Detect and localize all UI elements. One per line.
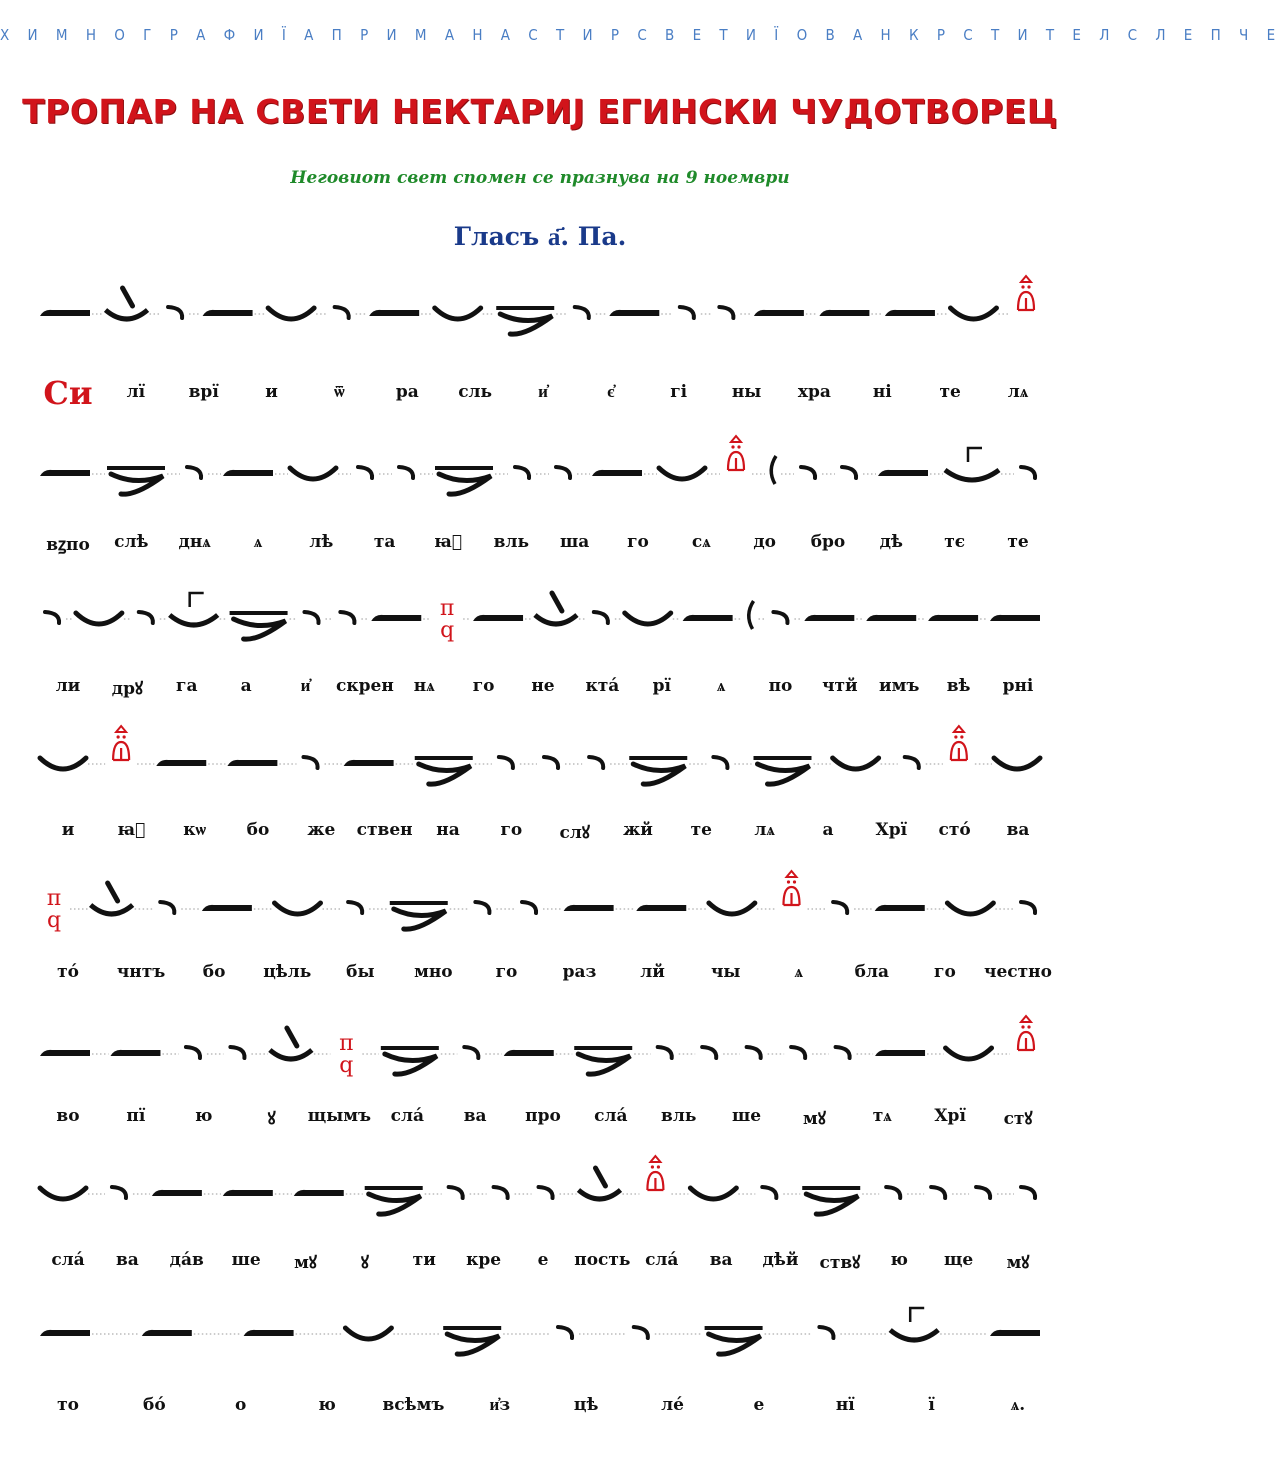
lyric-syllable: хра (797, 382, 831, 402)
neume-ol-mark (875, 905, 925, 911)
neume-ap-mark (449, 1187, 463, 1198)
lyric-syllable: го (500, 820, 523, 840)
lyric-syllable: о (235, 1395, 247, 1415)
lyric-syllable: рї (652, 676, 671, 696)
tone-label: Гласъ а҃. Па. (453, 222, 627, 251)
neume-kl-mark (290, 468, 336, 479)
neume-ap-mark (801, 467, 815, 478)
neume-ps-mark (381, 1048, 439, 1074)
lyric-syllable: и (265, 382, 278, 402)
lyric-line (0, 1250, 1080, 1290)
neume-ap-mark (475, 902, 489, 913)
neume-ol-mark (227, 760, 277, 766)
page-title: ТРОПАР НА СВЕТИ НЕКТАРИЈ ЕГИНСКИ ЧУДОТВОРЕЦ (22, 92, 1058, 131)
lyric-syllable: ли (55, 676, 81, 696)
lyric-syllable: мꙋ (1006, 1253, 1030, 1273)
neume-pt-mark (749, 601, 754, 629)
neume-oxp-mark (784, 871, 800, 905)
lyric-syllable: дáв (169, 1250, 204, 1270)
lyric-syllable: а (822, 820, 834, 840)
neume-kl-mark (40, 758, 86, 769)
neume-ps-mark (754, 758, 812, 784)
lyric-syllable: слá (645, 1250, 679, 1270)
lyric-syllable: бро (810, 532, 846, 552)
monastery-header: Х И М Н О Г Р А Ф И Ї А П Р И М А Н А С Т И Р С В Е Т И Ї О В А Н К Р С Т И Т Е Л С Л Е П Ч Е (0, 26, 1282, 44)
lyric-syllable: рні (1002, 676, 1034, 696)
neume-ap-mark (544, 757, 558, 768)
neume-ap-mark (713, 757, 727, 768)
lyric-syllable: слѣ (114, 532, 149, 552)
lyric-syllable: слá (594, 1106, 628, 1126)
neume-ap-mark (340, 612, 354, 623)
lyric-syllable: чы (710, 962, 741, 982)
lyric-syllable: днѧ (178, 532, 211, 552)
neume-ol-mark (223, 470, 273, 476)
neume-ap-mark (464, 1047, 478, 1058)
lyric-syllable: Хрї (934, 1106, 966, 1126)
lyric-syllable: та (373, 532, 396, 552)
neume-ol-mark (369, 310, 419, 316)
lyric-syllable: га (176, 676, 198, 696)
lyric-syllable: ствен (356, 820, 413, 840)
neume-kl-mark (994, 758, 1040, 769)
neume-ol-mark (40, 1330, 90, 1336)
neume-kent-mark (106, 288, 148, 319)
neume-ap-mark (139, 612, 153, 623)
lyric-syllable: а (240, 676, 252, 696)
neume-ap-mark (589, 757, 603, 768)
lyric-syllable: ва (1006, 820, 1030, 840)
lyric-line (0, 820, 1080, 860)
lyric-syllable: не (531, 676, 555, 696)
lyric-syllable: пость (574, 1250, 631, 1270)
lyric-syllable: бы (346, 962, 375, 982)
neume-ol-mark (40, 310, 90, 316)
neume-line (0, 865, 1080, 955)
neume-kl-mark (709, 903, 755, 914)
lyric-syllable: раз (562, 962, 597, 982)
neume-ap-mark (494, 1187, 508, 1198)
lyric-syllable: нї (835, 1395, 855, 1415)
neume-ap-mark (186, 1047, 200, 1058)
lyric-syllable: ва (709, 1250, 733, 1270)
lyric-syllable: вль (493, 532, 529, 552)
neume-kl-mark (950, 308, 996, 319)
lyric-syllable: бó (143, 1395, 166, 1415)
lyric-syllable: и҆ (538, 382, 548, 402)
lyric-syllable: чтй (822, 676, 858, 696)
neume-ol-mark (156, 760, 206, 766)
lyric-syllable: лé (661, 1395, 684, 1415)
feast-subtitle: Неговиот свет спомен се празнува на 9 ноември (290, 168, 790, 188)
neume-ol-mark (754, 310, 804, 316)
neume-ps-mark (496, 308, 554, 334)
lyric-syllable: по (768, 676, 793, 696)
neume-ps-mark (435, 468, 493, 494)
neume-ol-mark (990, 1330, 1040, 1336)
neume-kl-mark (275, 903, 321, 914)
neume-pa-mark (440, 596, 454, 643)
neume-ol-mark (804, 615, 854, 621)
neume-ap-mark (230, 1047, 244, 1058)
neume-ap-mark (747, 1047, 761, 1058)
neume-ap-mark (515, 467, 529, 478)
neume-ol-mark (294, 1190, 344, 1196)
lyric-syllable: ще (944, 1250, 974, 1270)
neume-ap-mark (680, 307, 694, 318)
svg-text:π: π (339, 1031, 354, 1056)
neume-oxp-mark (647, 1156, 663, 1190)
lyric-syllable: слá (51, 1250, 85, 1270)
lyric-syllable: те (1007, 532, 1029, 552)
lyric-syllable: е (753, 1395, 765, 1415)
lyric-syllable: ю (194, 1106, 213, 1126)
neume-pa-mark (339, 1031, 353, 1078)
neume-line (0, 430, 1080, 520)
neume-ap-mark (791, 1047, 805, 1058)
neume-ol-mark (683, 615, 733, 621)
lyric-syllable: тє (944, 532, 966, 552)
lyric-syllable: тѧ (872, 1106, 892, 1126)
neume-ps-mark (390, 903, 448, 929)
neume-ap-mark (112, 1187, 126, 1198)
neume-oxp-mark (1018, 1016, 1034, 1050)
neume-ol-mark (990, 615, 1040, 621)
lyric-line (0, 676, 1080, 716)
lyric-syllable: мꙋ (294, 1253, 317, 1273)
lyric-syllable: ти (412, 1250, 436, 1270)
lyric-syllable: ѿ (334, 382, 345, 402)
neume-ap-mark (1021, 902, 1035, 913)
neume-ap-mark (399, 467, 413, 478)
neume-ol-mark (609, 310, 659, 316)
neume-ap-mark (304, 612, 318, 623)
lyric-syllable: лѧ (1007, 382, 1029, 402)
neume-ap-mark (160, 902, 174, 913)
neume-ol-mark (344, 760, 394, 766)
neume-kent-mark (91, 883, 133, 914)
lyric-syllable: кѡ (183, 820, 207, 840)
lyric-syllable: лї (126, 382, 146, 402)
neume-kl-mark (345, 1328, 391, 1339)
neume-ap-mark (819, 1327, 833, 1338)
neume-ap-mark (762, 1187, 776, 1198)
lyric-syllable: ю (890, 1250, 908, 1270)
neume-line (0, 575, 1080, 665)
lyric-line (0, 532, 1080, 572)
neume-ap-mark (594, 612, 608, 623)
neume-ps-mark (415, 758, 473, 784)
neume-oxp-mark (728, 436, 744, 470)
neume-kl-mark (435, 308, 481, 319)
lyric-syllable: сѧ (691, 532, 711, 552)
lyric-syllable: стó (938, 820, 971, 840)
lyric-line (0, 1106, 1080, 1146)
lyric-syllable: жй (623, 820, 653, 840)
lyric-syllable: во (56, 1106, 80, 1126)
lyric-syllable: те (939, 382, 961, 402)
neume-gkl-mark (170, 593, 218, 625)
lyric-syllable: пї (126, 1106, 146, 1126)
neume-ol-mark (203, 310, 253, 316)
svg-text:π: π (46, 886, 62, 911)
neume-ap-mark (886, 1187, 900, 1198)
neume-gkl-mark (890, 1308, 938, 1340)
neume-ap-mark (1021, 1187, 1035, 1198)
lyric-syllable: и҆з (489, 1395, 511, 1415)
neume-ap-mark (634, 1327, 648, 1338)
lyric-syllable: ї (928, 1395, 935, 1415)
lyric-syllable: ше (231, 1250, 261, 1270)
lyric-syllable: вль (661, 1106, 697, 1126)
neume-ol-mark (142, 1330, 192, 1336)
neume-ap-mark (539, 1187, 553, 1198)
lyric-syllable: дѣ (879, 532, 903, 552)
neume-kl-mark (268, 308, 314, 319)
lyric-syllable: дѣй (762, 1250, 799, 1270)
neume-ol-mark (819, 310, 869, 316)
lyric-syllable: те (690, 820, 713, 840)
neume-ap-mark (575, 307, 589, 318)
neume-pt-mark (771, 456, 776, 484)
lyric-syllable: сль (458, 382, 493, 402)
neume-ol-mark (152, 1190, 202, 1196)
lyric-syllable: ѧ. (1010, 1395, 1026, 1415)
neume-ap-mark (905, 757, 919, 768)
lyric-syllable: лѧ (754, 820, 775, 840)
lyric-syllable: вꙁпо (46, 535, 90, 555)
neume-oxp-mark (1018, 276, 1034, 310)
neume-line (0, 1290, 1080, 1380)
lyric-syllable: слꙋ (559, 823, 590, 843)
lyric-syllable: ѧ (253, 532, 263, 552)
neume-ps-mark (574, 1048, 632, 1074)
lyric-syllable: ва (463, 1106, 487, 1126)
neume-ps-mark (230, 613, 288, 639)
lyric-syllable: слá (390, 1106, 424, 1126)
lyric-syllable: кре (466, 1250, 502, 1270)
neume-ps-mark (365, 1188, 423, 1214)
neume-ol-mark (875, 1050, 925, 1056)
lyric-syllable: честно (984, 962, 1052, 982)
lyric-syllable: ѧ (794, 962, 804, 982)
neume-kl-mark (947, 903, 993, 914)
lyric-line (0, 374, 1080, 422)
lyric-syllable: же (307, 820, 336, 840)
lyric-syllable: ꙋ (360, 1253, 369, 1273)
neume-ol-mark (878, 470, 928, 476)
neume-ps-mark (629, 758, 687, 784)
neume-ap-mark (168, 307, 182, 318)
lyric-syllable: ны (731, 382, 762, 402)
lyric-syllable: и҆ (300, 676, 311, 696)
lyric-syllable: ра (395, 382, 419, 402)
lyric-syllable: щымъ (307, 1106, 372, 1126)
neume-oxp-mark (951, 726, 967, 760)
neume-ol-mark (885, 310, 935, 316)
neume-ol-mark (504, 1050, 554, 1056)
lyric-syllable: ꙗ҆ (117, 820, 146, 840)
lyric-syllable: всѣмъ (382, 1395, 445, 1415)
neume-kent-mark (578, 1168, 620, 1199)
lyric-syllable: имъ (879, 676, 920, 696)
lyric-syllable: на (436, 820, 460, 840)
lyric-syllable: бо (246, 820, 270, 840)
lyric-syllable: то (57, 1395, 79, 1415)
neume-ap-mark (348, 902, 362, 913)
neume-ap-mark (522, 902, 536, 913)
neume-pa-mark (47, 886, 61, 933)
neume-ol-mark (223, 1190, 273, 1196)
neume-kent-mark (535, 593, 577, 624)
neume-ol-mark (371, 615, 421, 621)
lyric-syllable: лѣ (309, 532, 334, 552)
svg-text:π: π (439, 596, 455, 621)
neume-ap-mark (556, 467, 570, 478)
neume-ol-mark (592, 470, 642, 476)
neume-ap-mark (45, 612, 59, 623)
lyric-syllable: Хрї (875, 820, 908, 840)
lyric-syllable: вѣ (946, 676, 971, 696)
lyric-syllable: дрꙋ (111, 679, 143, 699)
svg-text:q: q (46, 908, 62, 933)
lyric-syllable: ні (872, 382, 892, 402)
lyric-syllable: тó (57, 962, 79, 982)
neume-ol-mark (564, 905, 614, 911)
lyric-syllable: цѣль (263, 962, 312, 982)
lyric-syllable: врї (188, 382, 219, 402)
lyric-syllable: го (472, 676, 495, 696)
lyric-syllable: лй (640, 962, 665, 982)
neume-kl-mark (40, 1188, 86, 1199)
neume-ap-mark (558, 1327, 572, 1338)
neume-ol-mark (636, 905, 686, 911)
neume-ap-mark (931, 1187, 945, 1198)
lyric-syllable: бла (854, 962, 890, 982)
lyric-syllable: го (934, 962, 956, 982)
lyric-syllable: и (61, 820, 75, 840)
svg-text:q: q (440, 618, 455, 643)
lyric-syllable: го (627, 532, 649, 552)
lyric-syllable: гі (670, 382, 688, 402)
neume-ap-mark (842, 467, 856, 478)
neume-ap-mark (773, 612, 787, 623)
neume-ap-mark (358, 467, 372, 478)
lyric-syllable: ша (560, 532, 590, 552)
lyric-syllable: ствꙋ (819, 1253, 861, 1273)
neume-ap-mark (833, 902, 847, 913)
lyric-syllable: мꙋ (803, 1109, 826, 1129)
lyric-syllable: ю (318, 1395, 336, 1415)
lyric-syllable: до (753, 532, 776, 552)
neume-ps-mark (705, 1328, 763, 1354)
neume-kl-mark (690, 1188, 736, 1199)
lyric-syllable: цѣ (573, 1395, 599, 1415)
lyric-line (0, 1395, 1080, 1435)
svg-text:q: q (339, 1053, 354, 1078)
neume-ol-mark (110, 1050, 160, 1056)
lyric-line (0, 962, 1080, 1002)
neume-kl-mark (625, 613, 671, 624)
lyric-syllable: ꙋ (267, 1109, 276, 1129)
neume-ap-mark (187, 467, 201, 478)
lyric-syllable: мно (414, 962, 453, 982)
neume-ap-mark (304, 757, 318, 768)
neume-kl-mark (76, 613, 122, 624)
neume-ol-mark (928, 615, 978, 621)
neume-ol-mark (202, 905, 252, 911)
lyric-syllable: ꙗ҆ (434, 532, 462, 552)
neume-ap-mark (1021, 467, 1035, 478)
lyric-syllable: ѧ (716, 676, 726, 696)
lyric-syllable: бо (202, 962, 226, 982)
neume-ol-mark (40, 1050, 90, 1056)
neume-kl-mark (833, 758, 879, 769)
neume-kl-mark (659, 468, 705, 479)
neume-ap-mark (335, 307, 349, 318)
neume-ol-mark (40, 470, 90, 476)
neume-oxp-mark (113, 726, 129, 760)
initial-letter: Си (43, 374, 93, 412)
lyric-syllable: ктá (585, 676, 620, 696)
lyric-syllable: ва (115, 1250, 139, 1270)
neume-ps-mark (443, 1328, 501, 1354)
neume-line (0, 270, 1080, 360)
neume-ap-mark (499, 757, 513, 768)
neume-ap-mark (702, 1047, 716, 1058)
lyric-syllable: скрен (335, 676, 394, 696)
lyric-syllable: е (537, 1250, 549, 1270)
neume-ol-mark (473, 615, 523, 621)
neume-ap-mark (719, 307, 733, 318)
neume-ol-mark (244, 1330, 294, 1336)
lyric-syllable: є҆ (607, 382, 615, 402)
neume-ol-mark (866, 615, 916, 621)
neume-line (0, 1150, 1080, 1240)
lyric-syllable: ше (732, 1106, 762, 1126)
neume-kl-mark (946, 1048, 992, 1059)
lyric-syllable: нѧ (413, 676, 435, 696)
neume-ap-mark (976, 1187, 990, 1198)
neume-ps-mark (107, 468, 165, 494)
neume-line (0, 720, 1080, 810)
neume-gps-mark (945, 448, 999, 480)
lyric-syllable: чнтъ (116, 962, 166, 982)
lyric-syllable: стꙋ (1003, 1109, 1033, 1129)
lyric-syllable: го (495, 962, 518, 982)
neume-ap-mark (836, 1047, 850, 1058)
neume-ps-mark (802, 1188, 860, 1214)
neume-ap-mark (658, 1047, 672, 1058)
lyric-syllable: про (525, 1106, 561, 1126)
neume-kent-mark (270, 1028, 312, 1059)
neume-line (0, 1010, 1080, 1100)
